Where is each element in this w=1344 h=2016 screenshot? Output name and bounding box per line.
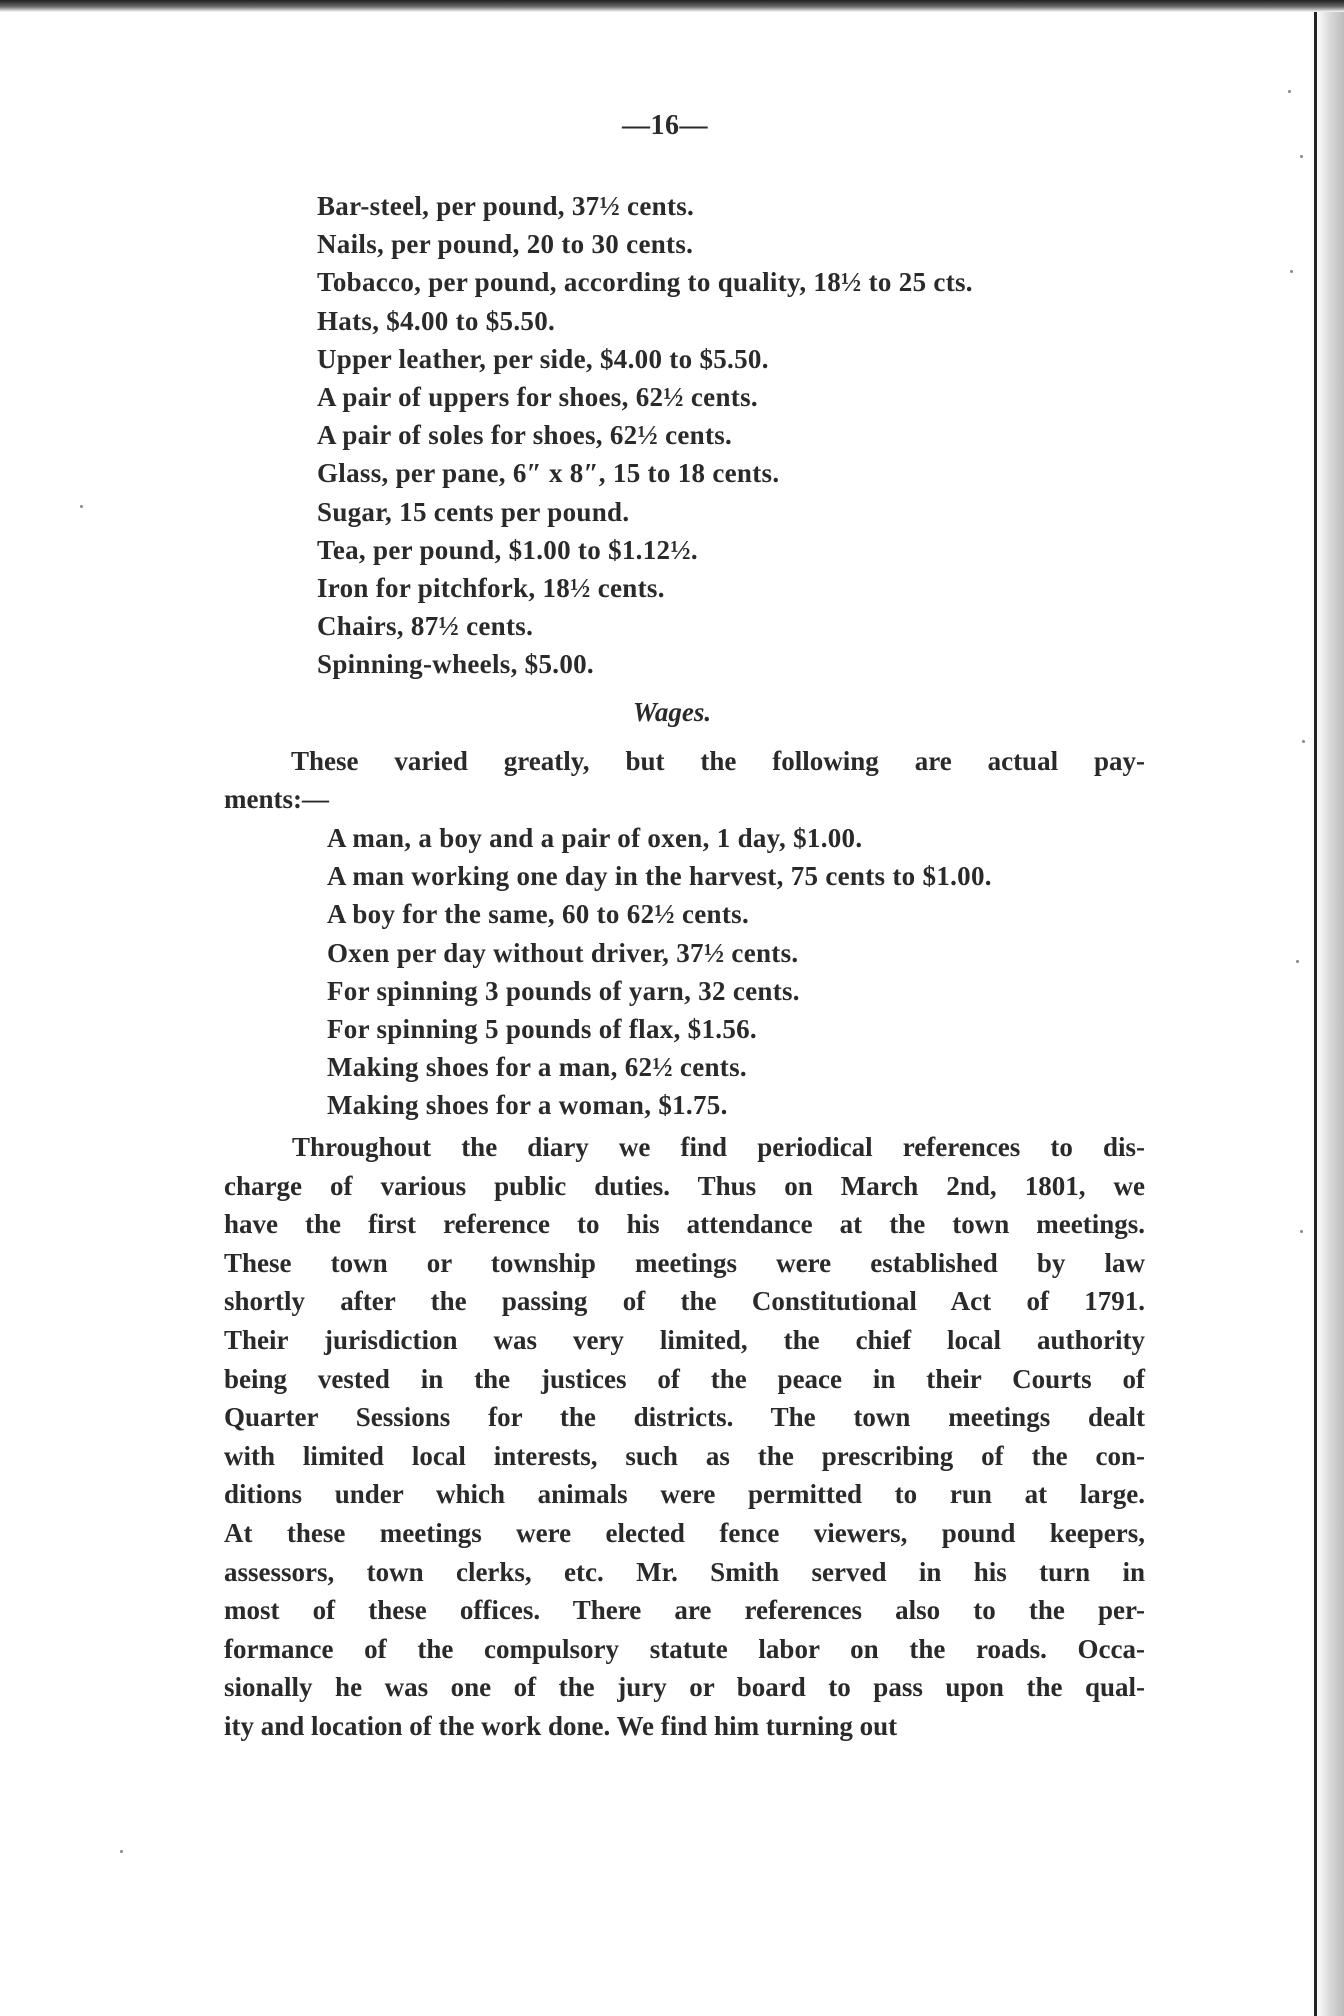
- text-line: ditions under which animals were permitted to run at large.: [224, 1479, 1145, 1510]
- scan-speck: [80, 505, 83, 508]
- text-line: most of these offices. There are references also to the per-: [224, 1595, 1145, 1626]
- wage-list: [327, 819, 992, 1125]
- text-line: assessors, town clerks, etc. Mr. Smith served in his turn in: [224, 1556, 1145, 1587]
- text-line: charge of various public duties. Thus on March 2nd, 1801, we: [224, 1170, 1145, 1201]
- list-item: Hats, $4.00 to $5.50.: [317, 305, 556, 336]
- list-item: Glass, per pane, 6″ x 8″, 15 to 18 cents.: [317, 458, 780, 489]
- text-line: At these meetings were elected fence viewers, pound keepers,: [224, 1517, 1145, 1548]
- scan-speck: [1296, 960, 1299, 963]
- text-line: formance of the compulsory statute labor on the roads. Occa-: [224, 1633, 1145, 1664]
- list-item: Spinning-wheels, $5.00.: [317, 649, 594, 680]
- text-line: sionally he was one of the jury or board to pass upon the qual-: [224, 1672, 1145, 1703]
- text-line: with limited local interests, such as the prescribing of the con-: [224, 1440, 1145, 1471]
- scan-speck: [1290, 270, 1293, 273]
- list-item: Chairs, 87½ cents.: [317, 611, 534, 642]
- list-item: Tea, per pound, $1.00 to $1.12½.: [317, 534, 698, 565]
- list-item: For spinning 5 pounds of flax, $1.56.: [327, 1013, 757, 1044]
- scan-speck: [1300, 155, 1303, 158]
- page-edge-line: [1314, 0, 1317, 2016]
- list-item: Making shoes for a man, 62½ cents.: [327, 1052, 747, 1083]
- price-list: [317, 187, 973, 683]
- list-item: A man, a boy and a pair of oxen, 1 day, $1.00.: [327, 823, 863, 853]
- list-item: A pair of uppers for shoes, 62½ cents.: [317, 381, 758, 412]
- text-line: have the first reference to his attendance at the town meetings.: [224, 1209, 1145, 1240]
- list-item: Oxen per day without driver, 37½ cents.: [327, 937, 799, 968]
- body-paragraph: [224, 1128, 1145, 1746]
- list-item: A boy for the same, 60 to 62½ cents.: [327, 899, 750, 930]
- text-line: Their jurisdiction was very limited, the chief local authority: [224, 1324, 1145, 1355]
- wages-intro-paragraph: [224, 742, 1145, 819]
- list-item: Tobacco, per pound, according to quality, 18½ to 25 cts.: [317, 267, 973, 298]
- list-item: Making shoes for a woman, $1.75.: [327, 1090, 728, 1121]
- text-line: ments:—: [224, 784, 329, 815]
- list-item: A pair of soles for shoes, 62½ cents.: [317, 420, 733, 451]
- text-line: being vested in the justices of the peace in their Courts of: [224, 1363, 1145, 1394]
- list-item: Upper leather, per side, $4.00 to $5.50.: [317, 343, 769, 374]
- text-line: shortly after the passing of the Constitutional Act of 1791.: [224, 1286, 1145, 1317]
- list-item: Sugar, 15 cents per pound.: [317, 496, 630, 527]
- section-heading-wages: Wages.: [632, 697, 712, 727]
- text-line: These town or township meetings were established by law: [224, 1247, 1145, 1278]
- list-item: Iron for pitchfork, 18½ cents.: [317, 572, 665, 603]
- page-number: —16—: [622, 110, 708, 141]
- list-item: For spinning 3 pounds of yarn, 32 cents.: [327, 975, 800, 1006]
- text-line: ity and location of the work done. We find him turning out: [224, 1710, 898, 1741]
- scan-speck: [1300, 1230, 1303, 1233]
- text-line: These varied greatly, but the following are actual pay-: [291, 746, 1145, 776]
- list-item: Nails, per pound, 20 to 30 cents.: [317, 229, 694, 260]
- list-item: Bar-steel, per pound, 37½ cents.: [317, 191, 695, 221]
- text-line: Throughout the diary we find periodical references to dis-: [292, 1132, 1145, 1162]
- text-line: Quarter Sessions for the districts. The town meetings dealt: [224, 1402, 1145, 1433]
- list-item: A man working one day in the harvest, 75 cents to $1.00.: [327, 861, 992, 892]
- top-edge-shadow: [0, 0, 1344, 12]
- scan-speck: [1302, 740, 1305, 743]
- scan-speck: [1288, 90, 1291, 93]
- scan-speck: [120, 1850, 123, 1853]
